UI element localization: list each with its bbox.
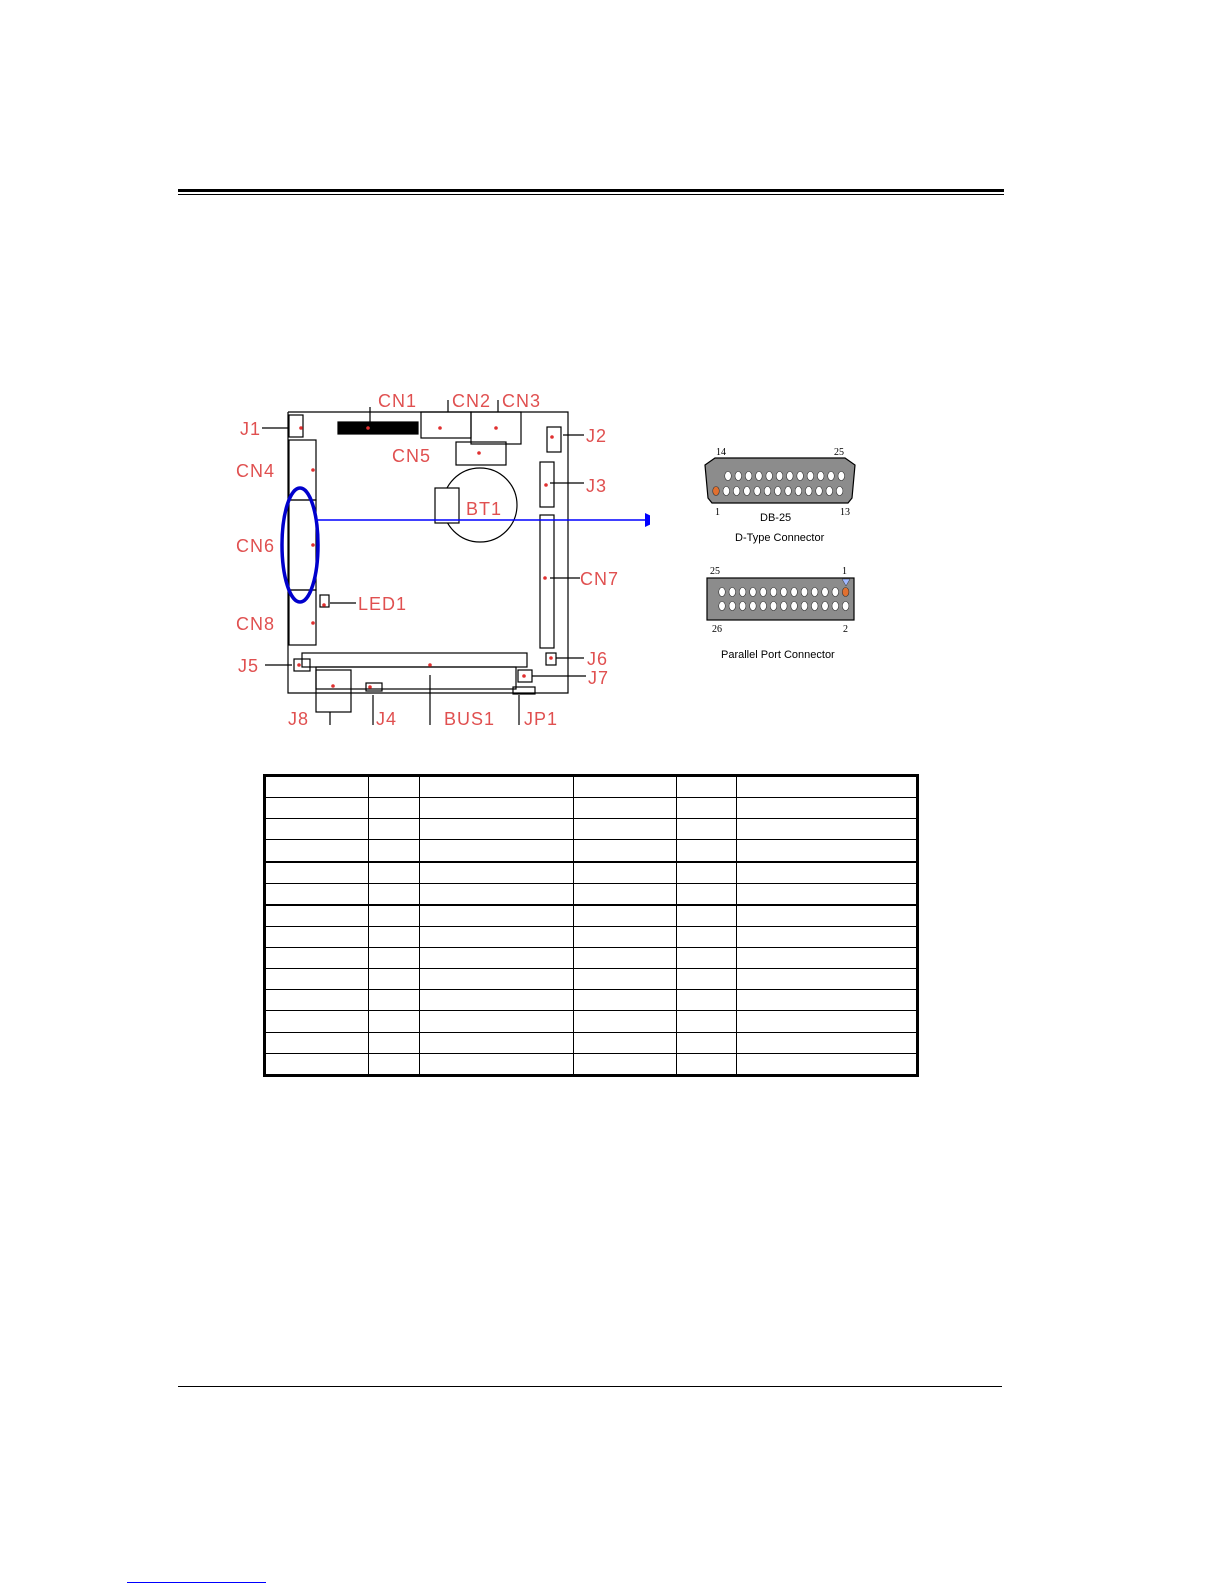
- table-cell: [737, 948, 918, 969]
- j2-connector: [547, 427, 561, 452]
- connector-pin: [750, 588, 757, 597]
- connector-pin: [713, 487, 720, 496]
- header-rule-thin: [178, 194, 1004, 195]
- table-cell: [420, 776, 574, 798]
- table-cell: [369, 776, 420, 798]
- table-cell: [265, 948, 369, 969]
- table-row: [265, 1032, 918, 1053]
- table-cell: [574, 819, 677, 840]
- bus1-connector: [302, 653, 527, 667]
- connector-pin: [801, 588, 808, 597]
- table-cell: [265, 1032, 369, 1053]
- label-j4: J4: [376, 709, 398, 729]
- dtype-model-label: DB-25: [760, 512, 792, 524]
- table-row: [265, 776, 918, 798]
- connector-pin: [744, 487, 751, 496]
- table-cell: [737, 840, 918, 862]
- footer-rule: [178, 1386, 1002, 1387]
- label-j2: J2: [586, 426, 608, 446]
- connector-pin: [729, 588, 736, 597]
- table-row: [265, 883, 918, 905]
- connector-pin: [735, 472, 742, 481]
- table-cell: [574, 926, 677, 947]
- table-cell: [574, 990, 677, 1011]
- board-layout-diagram: [230, 385, 650, 735]
- table-cell: [574, 948, 677, 969]
- cn2-connector: [421, 412, 471, 438]
- table-cell: [677, 948, 737, 969]
- table-cell: [369, 883, 420, 905]
- dtype-caption: D-Type Connector: [735, 532, 825, 544]
- connector-pin: [733, 487, 740, 496]
- table-cell: [737, 926, 918, 947]
- connector-pin: [801, 602, 808, 611]
- table-cell: [677, 905, 737, 927]
- connector-pin: [811, 588, 818, 597]
- pin-assignment-table: [263, 774, 919, 1077]
- label-cn4: CN4: [236, 461, 276, 481]
- dtype-pin1-label: 1: [715, 507, 720, 518]
- table-cell: [265, 905, 369, 927]
- connector-pin: [764, 487, 771, 496]
- label-bt1: BT1: [466, 499, 503, 519]
- table-cell: [737, 883, 918, 905]
- connector-pin: [770, 602, 777, 611]
- table-row: [265, 948, 918, 969]
- connector-pin: [791, 588, 798, 597]
- connector-pin: [817, 472, 824, 481]
- bt1-holder: [435, 488, 459, 523]
- table-cell: [265, 776, 369, 798]
- connector-pin: [832, 602, 839, 611]
- table-cell: [737, 990, 918, 1011]
- label-cn5: CN5: [392, 446, 432, 466]
- connector-pin: [750, 602, 757, 611]
- table-cell: [265, 1053, 369, 1075]
- dtype-pin14-label: 14: [716, 447, 726, 458]
- label-bus1: BUS1: [444, 709, 496, 729]
- label-j1: J1: [240, 419, 262, 439]
- connector-pin: [754, 487, 761, 496]
- table-cell: [737, 1032, 918, 1053]
- table-cell: [420, 883, 574, 905]
- table-cell: [737, 776, 918, 798]
- table-cell: [420, 1032, 574, 1053]
- table-cell: [677, 776, 737, 798]
- table-cell: [574, 905, 677, 927]
- parallel-body: [707, 578, 854, 620]
- table-cell: [574, 1032, 677, 1053]
- table-cell: [677, 1011, 737, 1032]
- label-cn3: CN3: [502, 391, 542, 411]
- connector-pin: [766, 472, 773, 481]
- connector-pin: [795, 487, 802, 496]
- parallel-connector: [707, 578, 854, 620]
- table-cell: [265, 990, 369, 1011]
- dtype-pin13-label: 13: [840, 507, 850, 518]
- table-cell: [574, 969, 677, 990]
- cn7-connector: [540, 515, 554, 648]
- connector-pin: [739, 588, 746, 597]
- table-cell: [420, 969, 574, 990]
- label-cn8: CN8: [236, 614, 276, 634]
- table-cell: [369, 819, 420, 840]
- table-cell: [737, 969, 918, 990]
- table-cell: [574, 776, 677, 798]
- parallel-caption: Parallel Port Connector: [721, 649, 835, 661]
- table-cell: [677, 926, 737, 947]
- table-cell: [737, 905, 918, 927]
- table-cell: [369, 798, 420, 819]
- table-cell: [420, 948, 574, 969]
- table-cell: [420, 905, 574, 927]
- connector-pin: [719, 602, 726, 611]
- label-jp1: JP1: [524, 709, 559, 729]
- footer-link-underline[interactable]: [127, 1582, 266, 1583]
- table-cell: [737, 1053, 918, 1075]
- table-cell: [369, 1053, 420, 1075]
- label-cn6: CN6: [236, 536, 276, 556]
- table-cell: [677, 862, 737, 884]
- connector-pin: [745, 472, 752, 481]
- label-led1: LED1: [358, 594, 408, 614]
- dtype-pin25-label: 25: [834, 447, 844, 458]
- table-cell: [420, 990, 574, 1011]
- table-row: [265, 819, 918, 840]
- connector-pin: [781, 588, 788, 597]
- table-cell: [369, 905, 420, 927]
- table-row: [265, 905, 918, 927]
- cn5-connector: [456, 442, 506, 465]
- table-cell: [369, 862, 420, 884]
- label-j5: J5: [238, 656, 260, 676]
- table-row: [265, 798, 918, 819]
- connector-pin: [776, 472, 783, 481]
- parallel-pin25-label: 25: [710, 566, 720, 577]
- table-cell: [737, 862, 918, 884]
- connector-pin: [719, 588, 726, 597]
- connector-pin: [729, 602, 736, 611]
- connector-pin: [836, 487, 843, 496]
- connector-pin: [797, 472, 804, 481]
- connector-pin: [770, 588, 777, 597]
- table-cell: [677, 798, 737, 819]
- table-cell: [420, 862, 574, 884]
- label-cn1: CN1: [378, 391, 418, 411]
- arrow-head: [645, 513, 650, 527]
- connector-pin: [756, 472, 763, 481]
- table-cell: [574, 798, 677, 819]
- table-row: [265, 1011, 918, 1032]
- parallel-pin1-label: 1: [842, 566, 847, 577]
- connector-pin: [785, 487, 792, 496]
- table-row: [265, 840, 918, 862]
- header-rule-thick: [178, 189, 1004, 192]
- table-cell: [677, 990, 737, 1011]
- table-row: [265, 862, 918, 884]
- table-cell: [369, 840, 420, 862]
- connector-pin: [775, 487, 782, 496]
- connector-pin: [805, 487, 812, 496]
- table-cell: [574, 840, 677, 862]
- table-cell: [265, 798, 369, 819]
- label-j8: J8: [288, 709, 310, 729]
- connector-pin: [791, 602, 798, 611]
- connector-pin: [760, 602, 767, 611]
- table-cell: [420, 798, 574, 819]
- connector-pin: [725, 472, 732, 481]
- connector-pin: [811, 602, 818, 611]
- table-cell: [737, 1011, 918, 1032]
- table-cell: [369, 1032, 420, 1053]
- table-cell: [574, 862, 677, 884]
- table-cell: [265, 840, 369, 862]
- table-cell: [420, 840, 574, 862]
- table-cell: [420, 819, 574, 840]
- connector-pin: [826, 487, 833, 496]
- connector-pin: [781, 602, 788, 611]
- connector-pin: [842, 602, 849, 611]
- connector-pin: [807, 472, 814, 481]
- table-cell: [265, 926, 369, 947]
- table-cell: [369, 990, 420, 1011]
- label-j7: J7: [588, 668, 610, 688]
- table-cell: [265, 883, 369, 905]
- connector-pin: [822, 602, 829, 611]
- j8-connector: [316, 670, 351, 712]
- label-cn7: CN7: [580, 569, 620, 589]
- table-cell: [265, 1011, 369, 1032]
- table-cell: [369, 969, 420, 990]
- table-cell: [265, 969, 369, 990]
- j1-connector: [289, 415, 303, 437]
- table-cell: [677, 1032, 737, 1053]
- table-cell: [369, 1011, 420, 1032]
- table-row: [265, 990, 918, 1011]
- dtype-connector: [705, 458, 855, 503]
- table-cell: [420, 1011, 574, 1032]
- table-cell: [265, 819, 369, 840]
- table-cell: [420, 926, 574, 947]
- label-j3: J3: [586, 476, 608, 496]
- table-cell: [420, 1053, 574, 1075]
- cn1-connector: [338, 422, 418, 434]
- connector-pin: [828, 472, 835, 481]
- connector-pin: [838, 472, 845, 481]
- connector-pin: [787, 472, 794, 481]
- table-cell: [265, 862, 369, 884]
- table-cell: [369, 926, 420, 947]
- table-cell: [574, 1053, 677, 1075]
- table-cell: [677, 819, 737, 840]
- table-row: [265, 926, 918, 947]
- connector-pin: [832, 588, 839, 597]
- label-j6: J6: [587, 649, 609, 669]
- table-cell: [574, 883, 677, 905]
- connector-pin: [842, 588, 849, 597]
- table-cell: [574, 1011, 677, 1032]
- table-cell: [737, 819, 918, 840]
- table-cell: [677, 969, 737, 990]
- connector-pin: [739, 602, 746, 611]
- parallel-pin2-label: 2: [843, 624, 848, 635]
- table-cell: [737, 798, 918, 819]
- table-row: [265, 969, 918, 990]
- connector-pin: [723, 487, 730, 496]
- table-cell: [369, 948, 420, 969]
- table-row: [265, 1053, 918, 1075]
- connector-diagrams: [700, 440, 900, 670]
- connector-pin: [822, 588, 829, 597]
- table-cell: [677, 1053, 737, 1075]
- table-cell: [677, 840, 737, 862]
- table-cell: [677, 883, 737, 905]
- connector-pin: [760, 588, 767, 597]
- label-cn2: CN2: [452, 391, 492, 411]
- connector-pin: [816, 487, 823, 496]
- parallel-pin26-label: 26: [712, 624, 722, 635]
